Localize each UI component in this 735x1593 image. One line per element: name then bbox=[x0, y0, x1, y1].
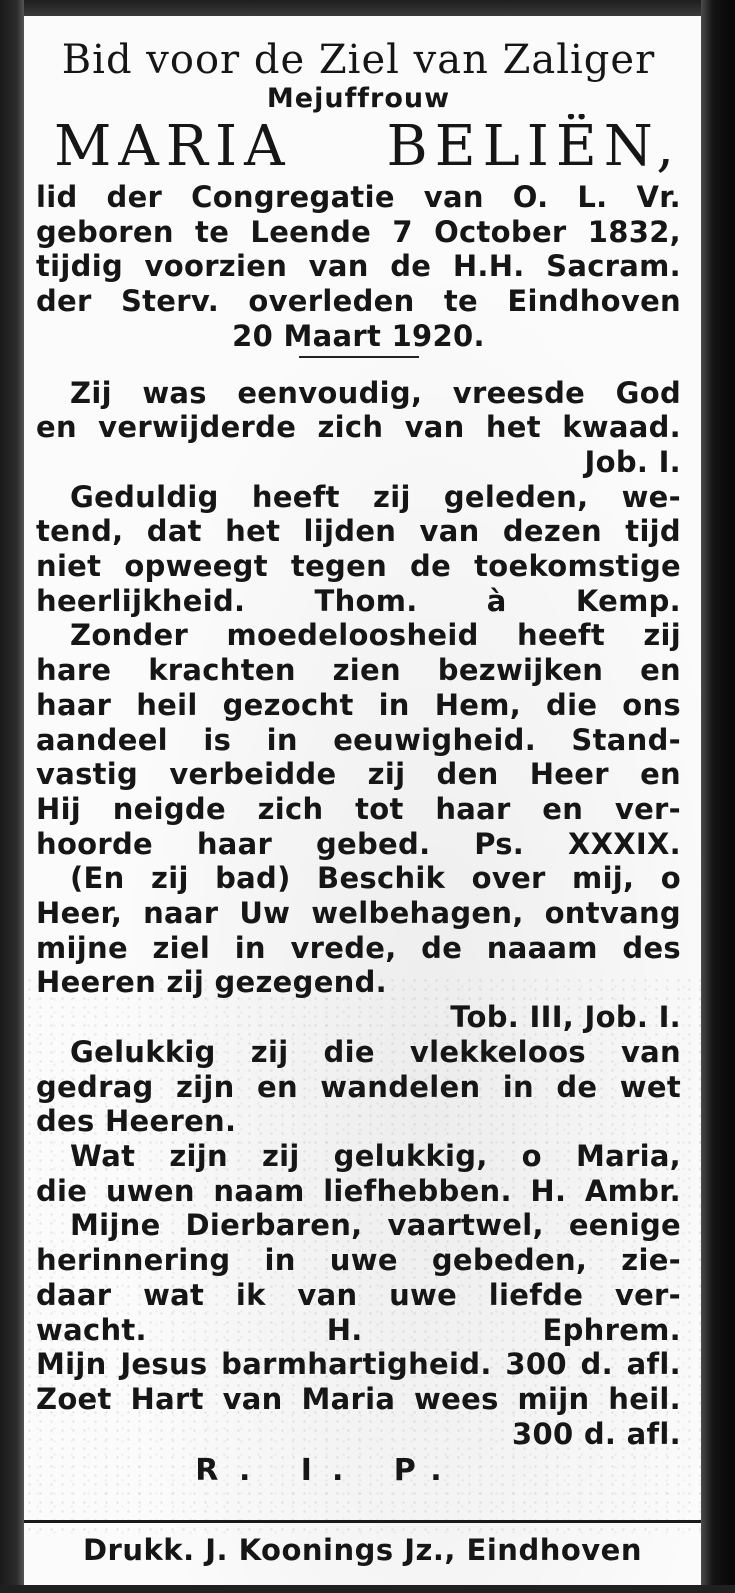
verse-line: daar wat ik van uwe liefde ver- bbox=[36, 1277, 681, 1312]
intro-line: geboren te Leende 7 October 1832, bbox=[36, 214, 681, 249]
indulgence-line: Mijn Jesus barmhartigheid. 300 d. afl. bbox=[36, 1347, 681, 1382]
verse-line: Hij neigde zich tot haar en ver- bbox=[36, 791, 681, 826]
scan-edge-right bbox=[701, 0, 735, 1593]
verse-line: vastig verbeidde zij den Heer en bbox=[36, 757, 681, 792]
death-date: 20 Maart 1920. bbox=[232, 318, 485, 353]
verse-citation: Tob. III, Job. I. bbox=[450, 1000, 681, 1035]
verse-line: Heer, naar Uw welbehagen, ontvang bbox=[36, 896, 681, 931]
rip-closing: R. I. P. bbox=[195, 1453, 462, 1489]
verse-line: Wat zijn zij gelukkig, o Maria, bbox=[70, 1138, 681, 1173]
verse-line: haar heil gezocht in Hem, die ons bbox=[36, 687, 681, 722]
deceased-name: MARIA BELIËN, bbox=[54, 114, 681, 179]
scan-edge-bottom bbox=[0, 1585, 735, 1593]
verse-line: die uwen naam liefhebben. H. Ambr. bbox=[36, 1173, 681, 1208]
verse-line: hoorde haar gebed. Ps. XXXIX. bbox=[36, 826, 681, 861]
scan-edge-left bbox=[0, 0, 24, 1593]
verse-line: Heeren zij gezegend. bbox=[36, 965, 387, 1000]
verse-citation: Job. I. bbox=[584, 444, 681, 479]
verse-line: mijne ziel in vrede, de naaam des bbox=[36, 930, 681, 965]
verse-line: wacht. H. Ephrem. bbox=[36, 1312, 681, 1347]
card-title: Bid voor de Ziel van Zaliger bbox=[61, 37, 656, 83]
verse-line: des Heeren. bbox=[36, 1104, 237, 1139]
footer-divider bbox=[24, 1520, 701, 1523]
indulgence-line: 300 d. afl. bbox=[512, 1416, 681, 1451]
card-text bbox=[36, 26, 681, 1491]
printer-credit: Drukk. J. Koonings Jz., Eindhoven bbox=[82, 1533, 642, 1567]
verse-line: herinnering in uwe gebeden, zie- bbox=[36, 1243, 681, 1278]
intro-line: tijdig voorzien van de H.H. Sacram. bbox=[36, 249, 681, 284]
verse-line: Zonder moedeloosheid heeft zij bbox=[70, 618, 681, 653]
honorific: Mejuffrouw bbox=[266, 84, 451, 114]
verse-line: niet opweegt tegen de toekomstige bbox=[36, 549, 681, 584]
verse-line: gedrag zijn en wandelen in de wet bbox=[36, 1069, 681, 1104]
verse-line: tend, dat het lijden van dezen tijd bbox=[36, 514, 681, 549]
divider-rule bbox=[299, 356, 419, 358]
memorial-card bbox=[24, 16, 701, 1585]
verse-line: Gelukkig zij die vlekkeloos van bbox=[70, 1034, 681, 1069]
verse-line: Geduldig heeft zij geleden, we- bbox=[70, 479, 681, 514]
verse-line: heerlijkheid. Thom. à Kemp. bbox=[36, 583, 681, 618]
verse-line: (En zij bad) Beschik over mij, o bbox=[70, 861, 681, 896]
intro-line: lid der Congregatie van O. L. Vr. bbox=[36, 180, 681, 214]
verse-line: hare krachten zien bezwijken en bbox=[36, 653, 681, 688]
verse-line: Zij was eenvoudig, vreesde God bbox=[70, 375, 681, 410]
verse-line: aandeel is in eeuwigheid. Stand- bbox=[36, 722, 681, 757]
intro-line: der Sterv. overleden te Eindhoven bbox=[36, 284, 681, 319]
verse-line: Mijne Dierbaren, vaartwel, eenige bbox=[70, 1208, 681, 1243]
indulgence-line: Zoet Hart van Maria wees mijn heil. bbox=[36, 1381, 681, 1416]
verse-line: en verwijderde zich van het kwaad. bbox=[36, 410, 681, 445]
scan-edge-top bbox=[0, 0, 735, 16]
